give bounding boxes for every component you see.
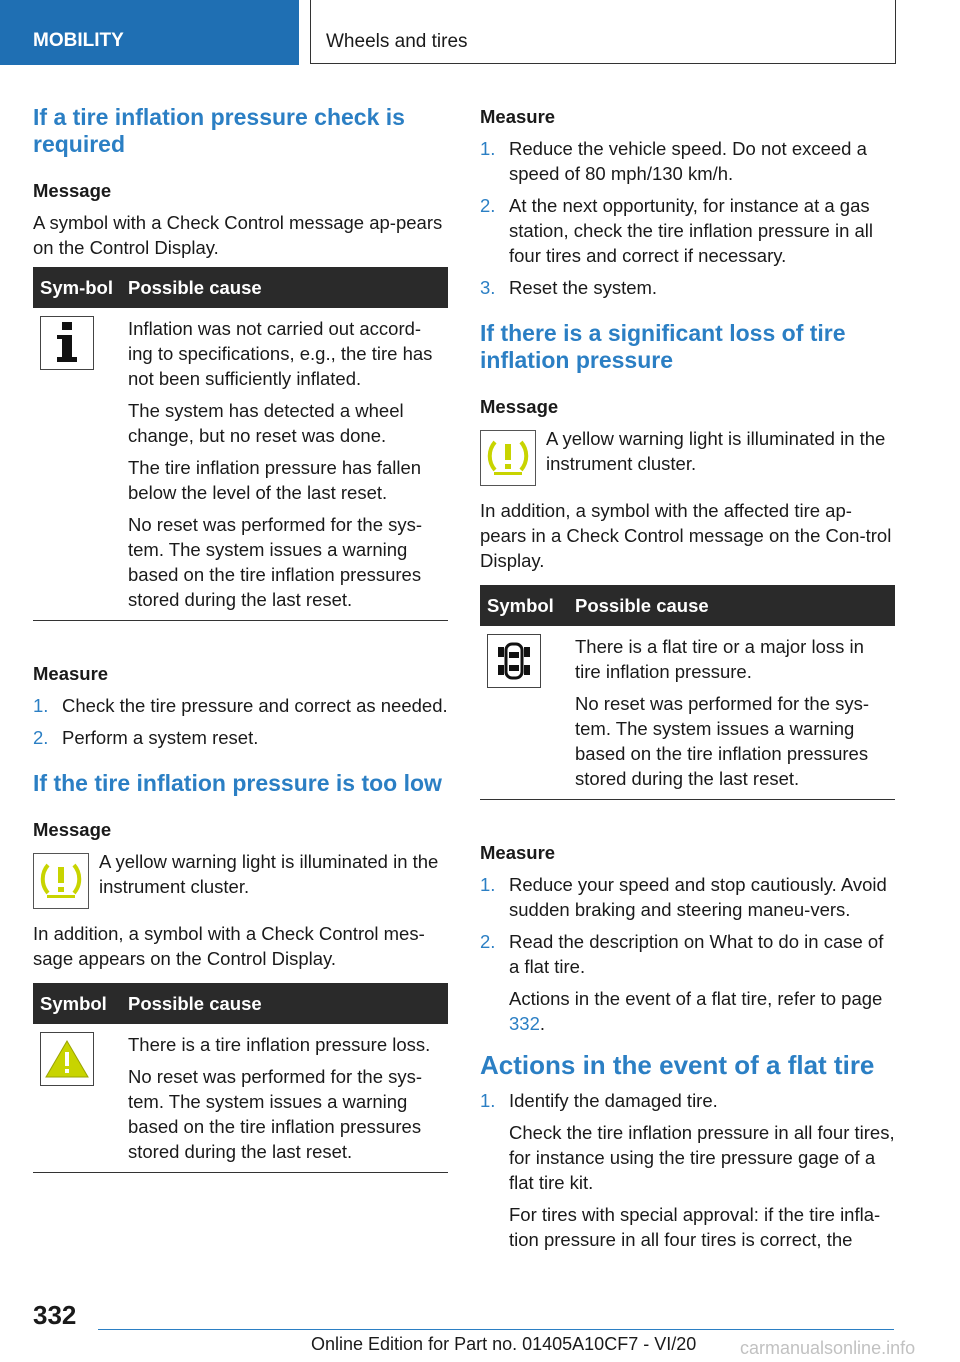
step-number: 1. xyxy=(480,874,496,895)
cause-table-flat xyxy=(480,585,895,800)
chapter-tab xyxy=(310,0,896,64)
measure-steps xyxy=(33,693,448,750)
cause-text: Inflation was not carried out accord-ing to specifications, e.g., the tire has not been sufficiently inflated. xyxy=(128,318,433,389)
page-link[interactable]: 332 xyxy=(509,1013,540,1034)
step-text: Check the tire pressure and correct as needed. xyxy=(62,695,448,716)
action-steps xyxy=(480,1088,895,1252)
message-label: Message xyxy=(33,819,112,840)
cause-text: There is a flat tire or a major loss in tire inflation pressure. xyxy=(575,636,864,682)
step-number: 1. xyxy=(480,1090,496,1111)
cause-text: The system has detected a wheel change, but no reset was done. xyxy=(128,400,404,446)
step-text: Reduce the vehicle speed. Do not exceed a speed of 80 mph/130 km/h. xyxy=(509,138,867,184)
chapter-title: Wheels and tires xyxy=(326,31,468,52)
page-number: 332 xyxy=(33,1300,77,1330)
cause-table-check xyxy=(33,267,448,621)
table-row xyxy=(33,308,448,621)
step-subtext xyxy=(509,986,895,1036)
measure-label: Measure xyxy=(480,106,556,127)
lamp-text: A yellow warning light is illuminated in the instrument cluster. xyxy=(546,428,886,474)
section-tab xyxy=(0,0,299,65)
message-text: In addition, a symbol with a Check Control mes-sage appears on the Control Display. xyxy=(33,923,425,969)
cause-text: The tire inflation pressure has fallen below the level of the last reset. xyxy=(128,457,422,503)
step-number: 2. xyxy=(480,195,496,216)
heading-check-required: If a tire inflation pressure check is required xyxy=(33,104,405,157)
cause-text: No reset was performed for the sys-tem. The system issues a warning based on the tire inflation pressures stored during the last reset. xyxy=(128,514,423,610)
step-text: Reduce your speed and stop cautiously. Avoid sudden braking and steering maneu-vers. xyxy=(509,874,887,920)
table-row xyxy=(480,626,895,800)
cause-text: No reset was performed for the sys-tem. The system issues a warning based on the tire inflation pressures stored during the last reset. xyxy=(128,1066,423,1162)
step-number: 1. xyxy=(480,138,496,159)
list-item xyxy=(480,275,895,300)
heading-significant-loss: If there is a significant loss of tire inflation pressure xyxy=(480,320,846,373)
list-item xyxy=(480,1088,895,1252)
step-text: Reset the system. xyxy=(509,277,658,298)
step-text: Read the description on What to do in case of a flat tire. xyxy=(509,931,884,977)
cause-text: No reset was performed for the sys-tem. The system issues a warning based on the tire inflation pressures stored during the last reset. xyxy=(575,693,870,789)
tire-pressure-warning-icon xyxy=(33,853,89,909)
col-header-cause: Possible cause xyxy=(568,585,895,626)
step-number: 2. xyxy=(33,727,49,748)
col-header-symbol: Symbol xyxy=(480,585,568,626)
left-column xyxy=(33,104,448,1213)
list-item xyxy=(480,193,895,268)
watermark: carmanualsonline.info xyxy=(740,1338,916,1358)
step-subtext: For tires with special approval: if the tire infla-tion pressure in all four tires is correct, the xyxy=(509,1204,881,1250)
col-header-cause: Possible cause xyxy=(121,267,448,308)
list-item xyxy=(33,693,448,718)
car-tires-icon xyxy=(487,634,541,688)
cause-table-low xyxy=(33,983,448,1173)
measure-steps xyxy=(480,136,895,300)
warning-lamp-row xyxy=(480,426,895,486)
step-text: Perform a system reset. xyxy=(62,727,259,748)
message-text: A symbol with a Check Control message ap-pears on the Control Display. xyxy=(33,212,443,258)
heading-flat-tire-actions: Actions in the event of a flat tire xyxy=(480,1050,875,1080)
step-number: 1. xyxy=(33,695,49,716)
message-label: Message xyxy=(480,396,559,417)
cause-text: There is a tire inflation pressure loss. xyxy=(128,1034,431,1055)
list-item xyxy=(33,725,448,750)
lamp-text: A yellow warning light is illuminated in the instrument cluster. xyxy=(99,851,439,897)
info-icon xyxy=(40,316,94,370)
table-row xyxy=(33,1024,448,1173)
measure-label: Measure xyxy=(33,663,109,684)
tire-pressure-warning-icon xyxy=(480,430,536,486)
period: . xyxy=(539,1013,546,1034)
col-header-cause: Possible cause xyxy=(121,983,448,1024)
step-subtext: Check the tire inflation pressure in all four tires, for instance using the tire pressure gage of a flat tire kit. xyxy=(509,1122,895,1193)
measure-steps xyxy=(480,872,895,1036)
section-title: MOBILITY xyxy=(33,30,124,51)
message-text: In addition, a symbol with the affected tire ap-pears in a Check Control message on the Con-trol Display. xyxy=(480,500,892,571)
list-item xyxy=(480,136,895,186)
heading-pressure-low: If the tire inflation pressure is too low xyxy=(33,770,442,796)
col-header-symbol: Sym-bol xyxy=(33,267,121,308)
warning-triangle-icon xyxy=(40,1032,94,1086)
step-number: 3. xyxy=(480,277,496,298)
list-item xyxy=(480,929,895,1036)
footer-divider xyxy=(98,1329,894,1330)
page-prefix: page xyxy=(841,988,883,1009)
step-number: 2. xyxy=(480,931,496,952)
measure-label: Measure xyxy=(480,842,556,863)
edition-text: Online Edition for Part no. 01405A10CF7 - VI/20 xyxy=(311,1334,697,1354)
col-header-symbol: Symbol xyxy=(33,983,121,1024)
message-label: Message xyxy=(33,180,112,201)
right-column xyxy=(480,104,895,1259)
step-text: Identify the damaged tire. xyxy=(509,1090,718,1111)
warning-lamp-row xyxy=(33,849,448,909)
step-text: At the next opportunity, for instance at a gas station, check the tire inflation pressure in all four tires and correct if necessary. xyxy=(509,195,874,266)
cross-reference-text: Actions in the event of a flat tire, refer to xyxy=(509,988,837,1009)
list-item xyxy=(480,872,895,922)
